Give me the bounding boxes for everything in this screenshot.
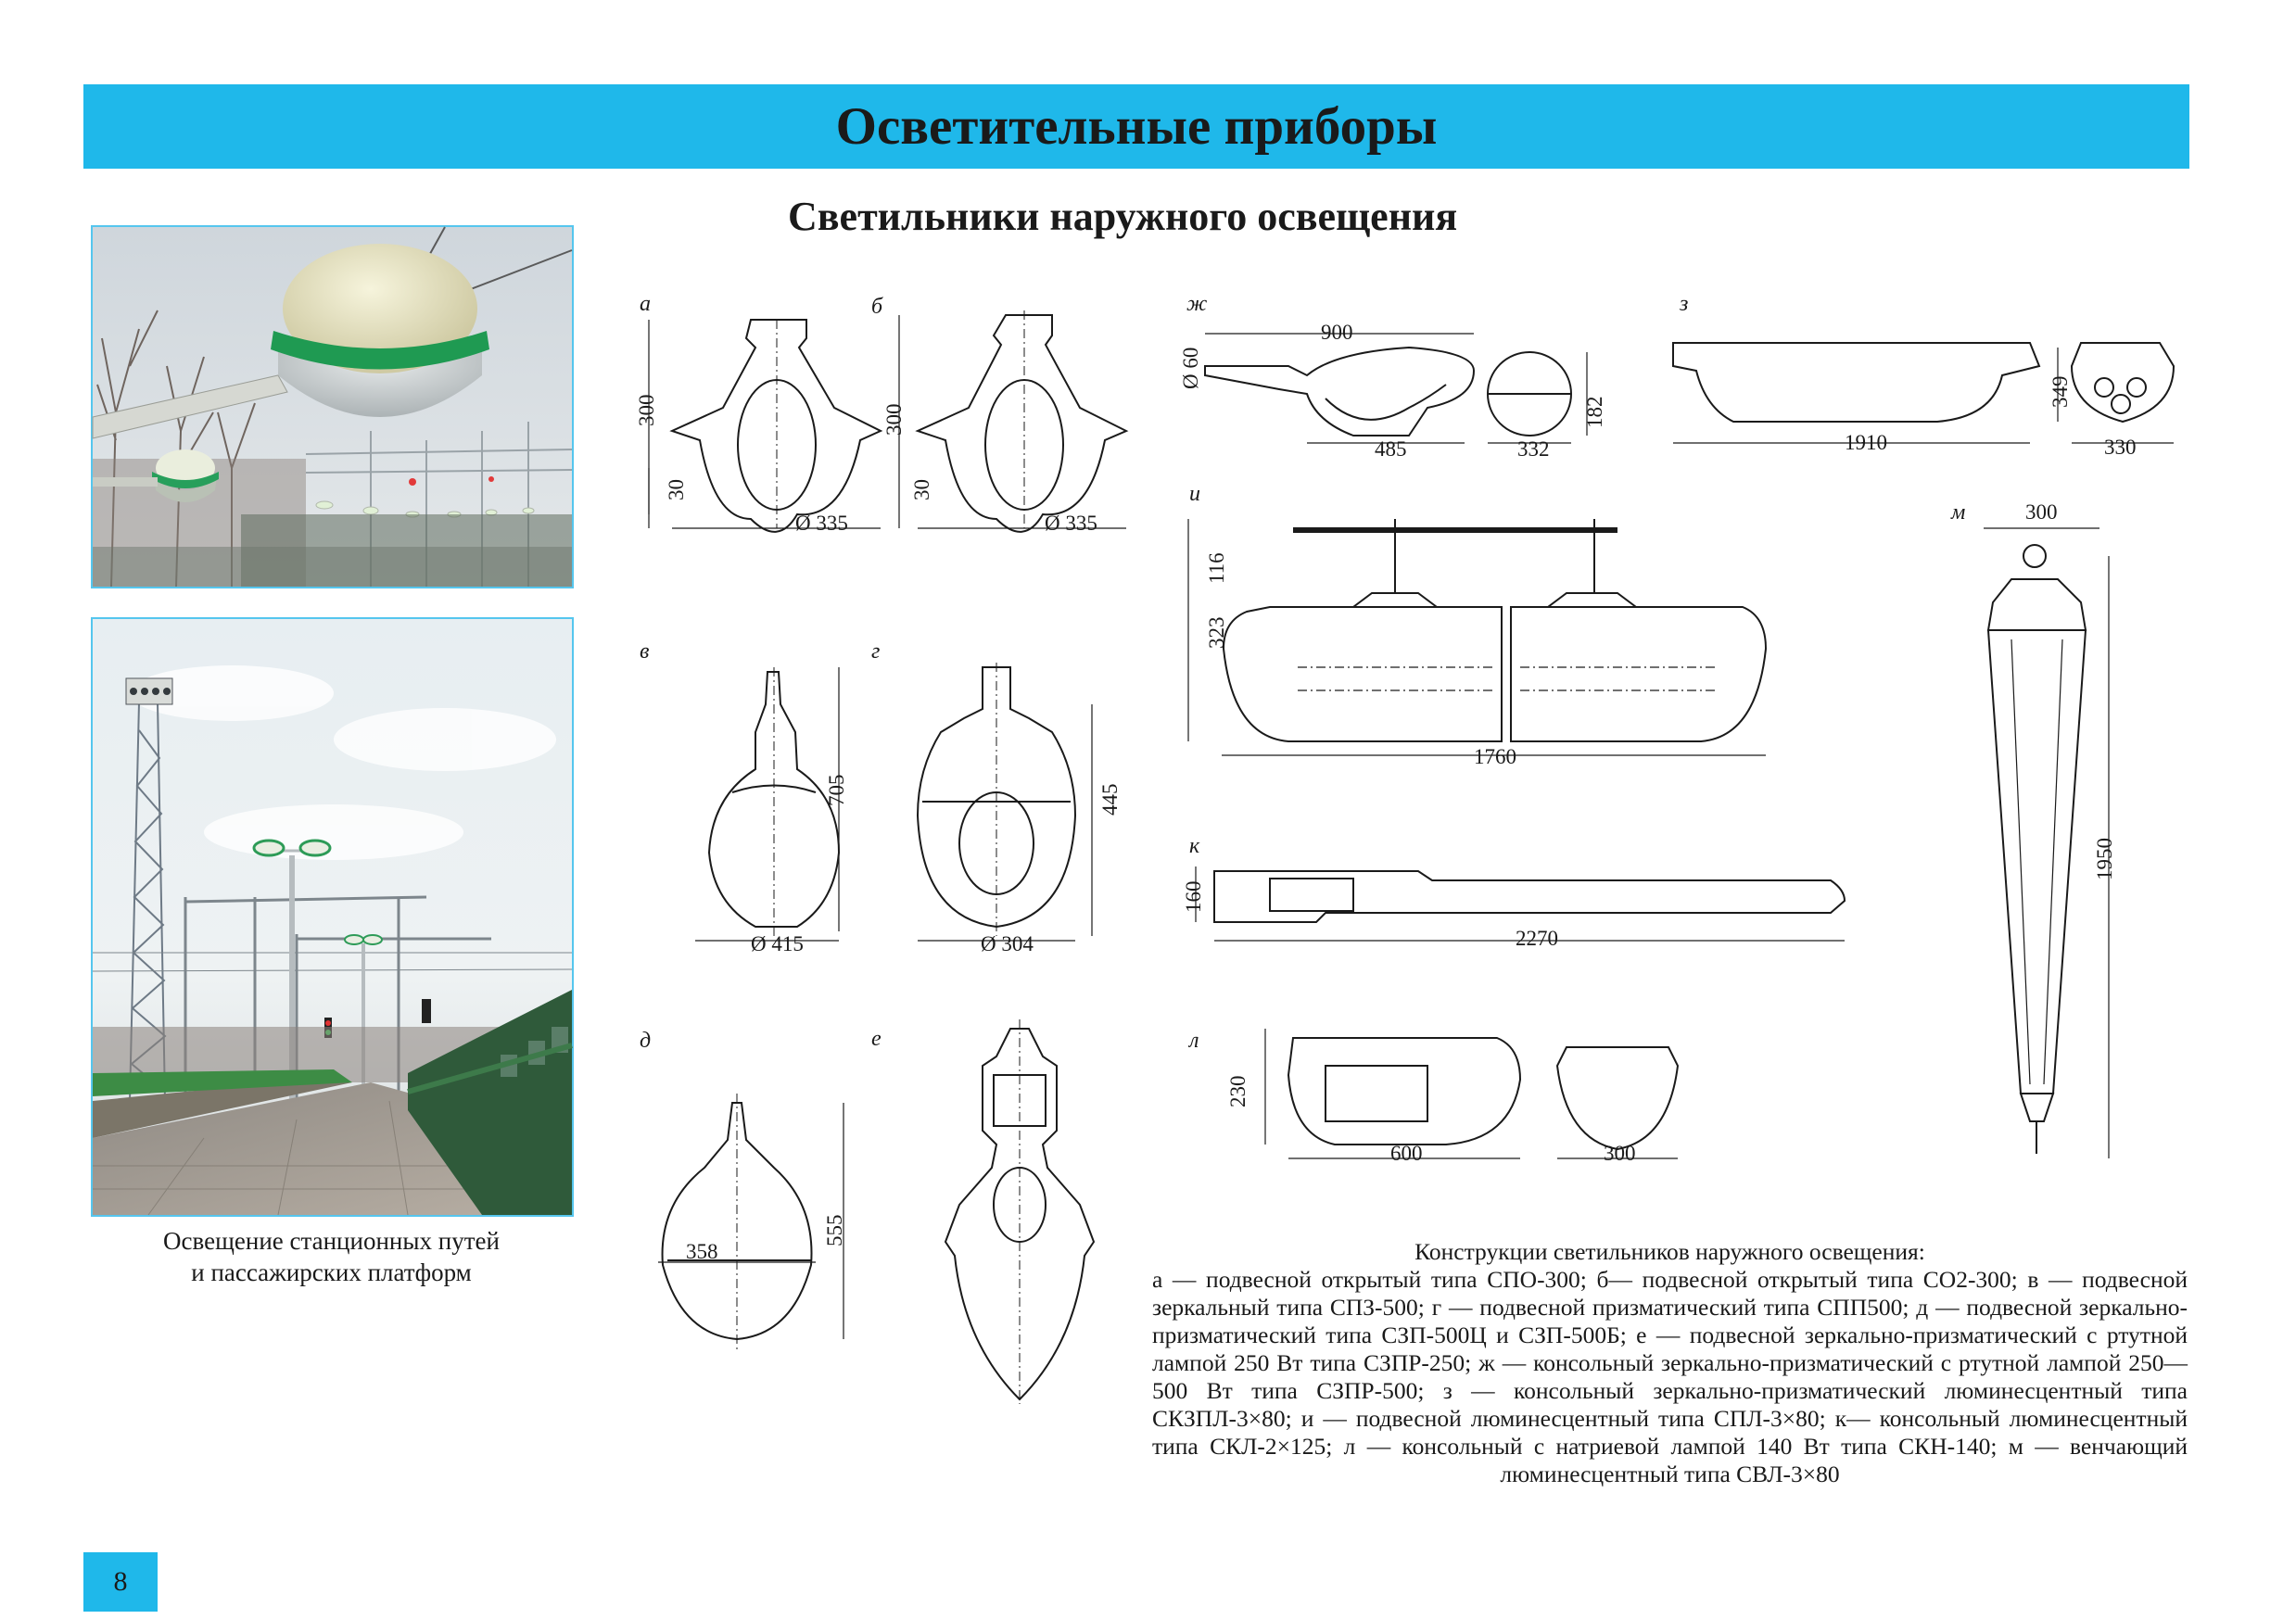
dim-k-h: 160	[1182, 880, 1205, 913]
fig-letter-k: к	[1189, 834, 1200, 858]
section-subtitle: Светильники наружного освещения	[788, 194, 1458, 239]
dim-v-diam: Ø 415	[751, 932, 804, 955]
drawing-l	[1265, 1029, 1678, 1158]
photo-caption-line-2: и пассажирских платформ	[191, 1259, 472, 1286]
fig-letter-b: б	[871, 295, 883, 319]
dim-b-base: 30	[910, 479, 933, 500]
dim-z-w: 330	[2104, 436, 2137, 459]
drawing-i	[1188, 519, 1766, 755]
dim-g-diam: Ø 304	[981, 932, 1034, 955]
title-bar	[83, 84, 2189, 169]
dim-b-diam: Ø 335	[1045, 512, 1097, 535]
dim-a-base: 30	[665, 479, 688, 500]
photo-station-platform	[91, 617, 574, 1217]
photo-globe-lamp	[91, 225, 574, 588]
dim-v-height: 705	[825, 774, 848, 806]
dim-i-h: 323	[1205, 616, 1228, 649]
dim-l-h: 230	[1226, 1075, 1249, 1107]
caption-heading: Конструкции светильников наружного освещения:	[1414, 1238, 1925, 1265]
dim-m-len: 1950	[2093, 838, 2116, 880]
drawing-z	[1673, 343, 2174, 443]
drawing-e	[945, 1019, 1094, 1404]
dim-a-height: 300	[635, 394, 658, 426]
figure-caption	[1152, 1238, 2188, 1488]
dim-zh-body: 485	[1375, 437, 1407, 461]
fig-letter-l: л	[1189, 1029, 1199, 1053]
fig-letter-a: а	[640, 292, 651, 316]
drawing-zh	[1205, 334, 1587, 443]
fig-letter-d: д	[640, 1029, 652, 1053]
caption-body: а — подвесной открытый типа СПО-300; б— подвесной открытый типа СО2-300; в — подвесной зеркальный типа СПЗ-500; г — подвесной призматический типа СПП500; д — подвесной зеркально-призматический типа СЗП-500Ц и СЗП-500Б; е — подвесной зеркально-призматический с ртутной лампой 250 Вт типа СЗПР-250; ж — консольный зеркально-призматический с ртутной лампой 250—500 Вт типа СЗПР-500; з — консольный зеркально-призматический люминесцентный типа СКЗПЛ-3×80; и — подвесной люминесцентный типа СПЛ-3×80; к— консольный люминесцентный типа СКЛ-2×125; л — консольный с натриевой лампой 140 Вт типа СКН-140; м — венчающий люминесцентный типа СВЛ-3×80	[1152, 1266, 2188, 1487]
dim-d-height: 555	[823, 1214, 846, 1246]
photo-caption	[83, 1225, 579, 1288]
drawing-d	[658, 1094, 844, 1353]
fig-letter-v: в	[640, 639, 650, 664]
dim-l-len: 600	[1390, 1142, 1423, 1165]
page-title: Осветительные приборы	[835, 97, 1438, 156]
dim-zh-h: 182	[1583, 396, 1606, 428]
dim-z-h: 349	[2049, 375, 2072, 408]
dim-k-len: 2270	[1516, 927, 1558, 950]
dim-l-w: 300	[1604, 1142, 1636, 1165]
fig-letter-e: е	[871, 1027, 882, 1051]
dim-z-len: 1910	[1845, 431, 1887, 454]
fig-letter-i: и	[1189, 482, 1200, 506]
fig-letter-g: г	[871, 639, 881, 664]
dim-a-diam: Ø 335	[795, 512, 848, 535]
dim-zh-diam: Ø 60	[1179, 347, 1202, 389]
dim-b-height: 300	[882, 403, 906, 436]
drawing-g	[918, 663, 1092, 941]
fig-letter-zh: ж	[1186, 292, 1208, 316]
dim-m-w: 300	[2025, 500, 2058, 524]
drawing-m	[1984, 528, 2109, 1158]
dim-zh-w: 332	[1517, 437, 1550, 461]
photo-caption-line-1: Освещение станционных путей	[163, 1227, 500, 1255]
fig-letter-z: з	[1680, 292, 1689, 316]
dim-i-len: 1760	[1474, 745, 1516, 768]
dim-zh-len: 900	[1321, 321, 1353, 344]
dim-g-height: 445	[1098, 783, 1122, 816]
fig-letter-m: м	[1951, 500, 1966, 525]
dim-d-width: 358	[686, 1240, 718, 1263]
page-number: 8	[83, 1552, 158, 1612]
dim-i-top: 116	[1205, 552, 1228, 584]
drawing-v	[695, 667, 839, 941]
